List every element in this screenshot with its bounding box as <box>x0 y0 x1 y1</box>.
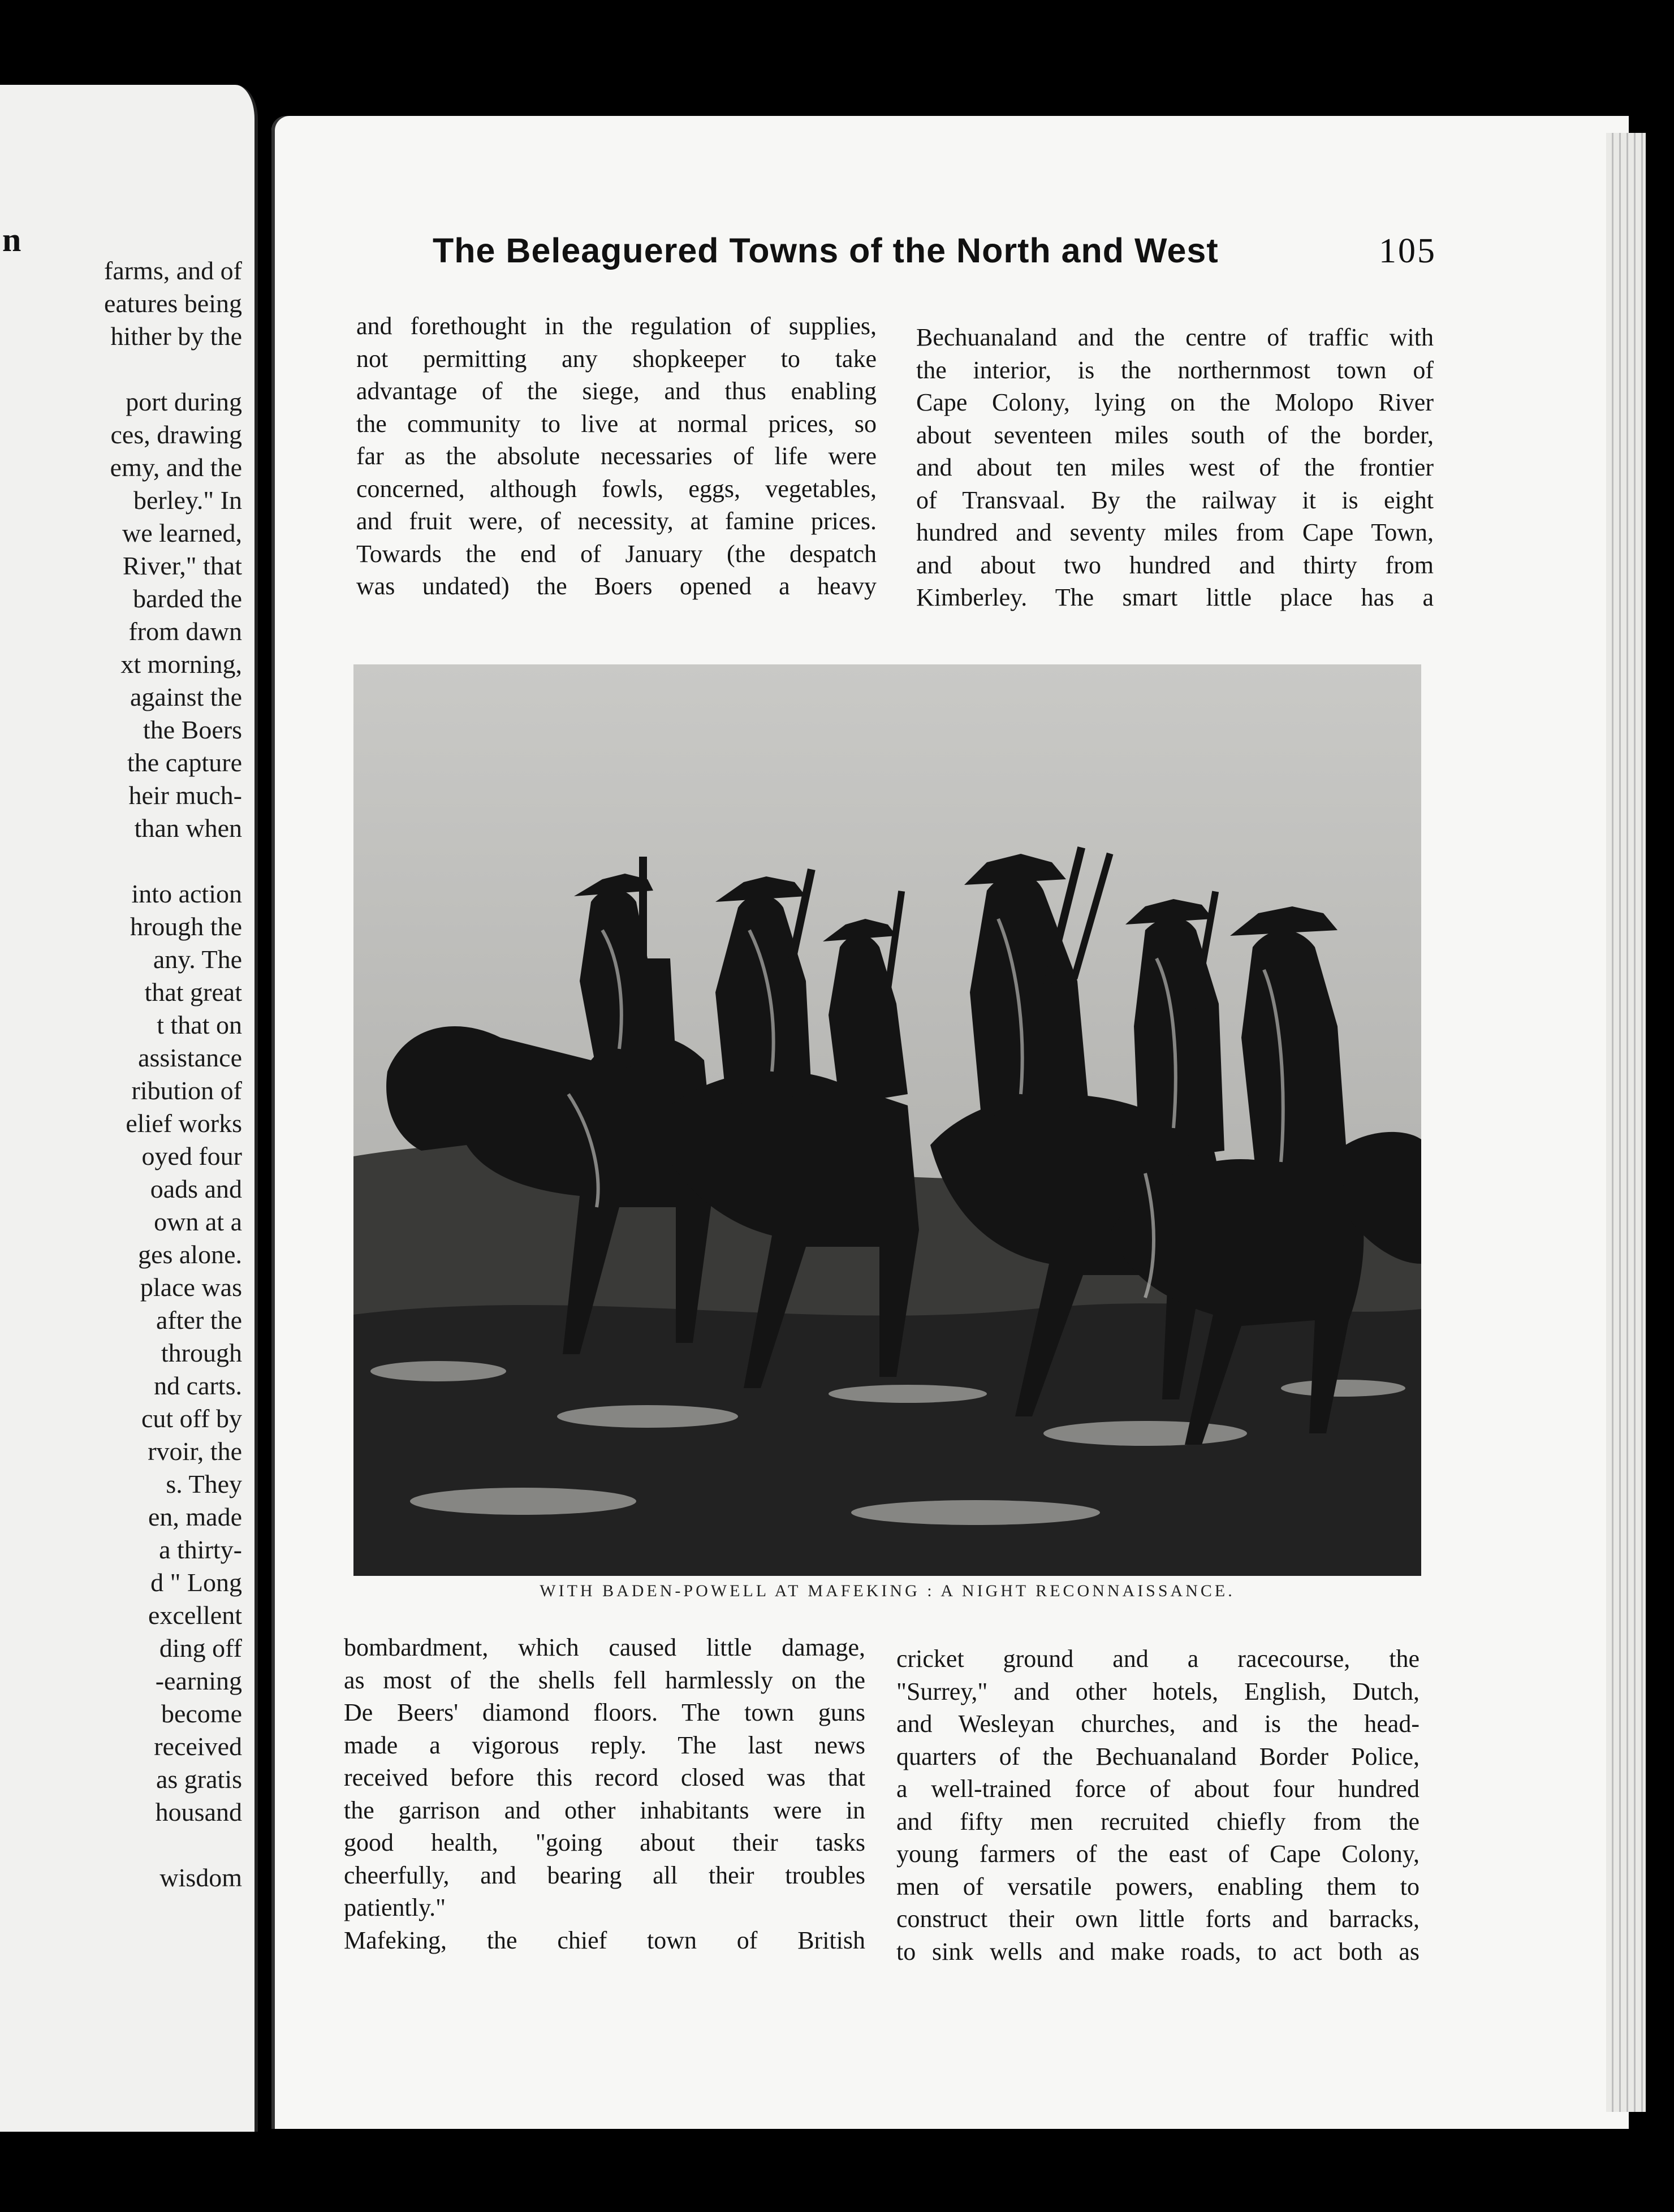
facing-page-line: emy, and the <box>110 453 242 482</box>
text-line: received before this record closed was that <box>344 1764 865 1791</box>
text-line: the interior, is the northernmost town of <box>916 356 1434 384</box>
facing-page-line: place was <box>140 1273 242 1302</box>
facing-page-line: the Boers <box>143 715 242 744</box>
text-line: was undated) the Boers opened a heavy <box>356 572 877 600</box>
figure-caption: WITH BADEN-POWELL AT MAFEKING : A NIGHT RECONNAISSANCE. <box>540 1582 1235 1600</box>
facing-page-line: ribution of <box>131 1076 242 1105</box>
facing-page <box>0 85 258 2132</box>
facing-page-line: River," that <box>122 551 242 580</box>
text-line: about seventeen miles south of the border, <box>916 421 1434 449</box>
facing-page-line: through <box>161 1338 242 1367</box>
text-line: "Surrey," and other hotels, English, Dutch, <box>896 1677 1420 1705</box>
text-line: patiently." <box>344 1894 446 1921</box>
text-line: cricket ground and a racecourse, the <box>896 1645 1420 1673</box>
running-head-title: The Beleaguered Towns of the North and West <box>433 231 1219 270</box>
facing-page-line: that great <box>144 978 242 1006</box>
text-line: Towards the end of January (the despatch <box>356 539 877 568</box>
text-line: a well-trained force of about four hundred <box>896 1775 1420 1803</box>
text-line: bombardment, which caused little damage, <box>344 1634 865 1661</box>
text-line: made a vigorous reply. The last news <box>344 1731 865 1759</box>
text-line: young farmers of the east of Cape Colony, <box>896 1840 1420 1868</box>
text-line: concerned, although fowls, eggs, vegetables, <box>356 474 877 503</box>
text-line: good health, "going about their tasks <box>344 1829 865 1856</box>
column-bottom-left <box>344 1631 865 1956</box>
facing-page-heading-fragment: n <box>2 221 21 258</box>
text-line: and about ten miles west of the frontier <box>916 453 1434 481</box>
text-line: Cape Colony, lying on the Molopo River <box>916 388 1434 416</box>
facing-page-line: the capture <box>127 748 242 777</box>
facing-page-line: we learned, <box>122 519 242 547</box>
facing-page-line: hrough the <box>130 912 242 941</box>
text-line: not permitting any shopkeeper to take <box>356 344 877 373</box>
facing-page-line: elief works <box>126 1109 242 1138</box>
text-line: cheerfully, and bearing all their troubles <box>344 1861 865 1889</box>
facing-page-line: after the <box>156 1306 242 1334</box>
text-line: and fifty men recruited chiefly from the <box>896 1807 1420 1835</box>
facing-page-line: excellent <box>148 1601 242 1630</box>
facing-page-line: eatures being <box>104 289 242 318</box>
facing-page-line: t that on <box>157 1010 242 1039</box>
facing-page-line: hither by the <box>110 322 242 351</box>
facing-page-line: into action <box>131 879 242 908</box>
facing-page-line: a thirty- <box>159 1535 242 1564</box>
facing-page-line: ding off <box>159 1634 242 1662</box>
text-line: as most of the shells fell harmlessly on the <box>344 1666 865 1694</box>
text-line: quarters of the Bechuanaland Border Police, <box>896 1742 1420 1770</box>
column-top-right <box>916 321 1434 614</box>
text-line: to sink wells and make roads, to act both as <box>896 1937 1420 1965</box>
facing-page-line: cut off by <box>141 1404 242 1433</box>
facing-page-line: received <box>154 1732 242 1761</box>
column-top-left <box>356 310 877 603</box>
facing-page-line: oads and <box>150 1174 242 1203</box>
facing-page-line: -earning <box>155 1666 242 1695</box>
facing-page-line: from dawn <box>128 617 242 646</box>
text-line: of Transvaal. By the railway it is eight <box>916 486 1434 514</box>
mounted-riders-illustration <box>353 664 1421 1576</box>
facing-page-line: en, made <box>148 1502 242 1531</box>
facing-page-line: as gratis <box>156 1765 242 1794</box>
text-line: Mafeking, the chief town of British <box>344 1926 865 1954</box>
column-bottom-right <box>896 1643 1420 1968</box>
text-line: men of versatile powers, enabling them to <box>896 1872 1420 1900</box>
facing-page-line: xt morning, <box>120 650 242 679</box>
facing-page-line: oyed four <box>141 1142 242 1170</box>
facing-page-line: any. The <box>153 945 242 974</box>
text-line: the garrison and other inhabitants were in <box>344 1796 865 1824</box>
text-line: construct their own little forts and barracks, <box>896 1905 1420 1933</box>
text-line: Bechuanaland and the centre of traffic with <box>916 323 1434 351</box>
facing-page-line: port during <box>126 387 242 416</box>
facing-page-line: rvoir, the <box>148 1437 242 1466</box>
page-edges <box>1606 133 1646 2112</box>
facing-page-line: berley." In <box>133 486 242 515</box>
illustration <box>353 664 1421 1576</box>
text-line: hundred and seventy miles from Cape Town, <box>916 519 1434 546</box>
facing-page-line: own at a <box>154 1207 242 1236</box>
facing-page-line: ges alone. <box>138 1240 242 1269</box>
facing-page-line: housand <box>155 1798 242 1826</box>
text-line: De Beers' diamond floors. The town guns <box>344 1699 865 1726</box>
facing-page-line: become <box>161 1699 242 1728</box>
facing-page-line: ces, drawing <box>110 420 242 449</box>
facing-page-line: wisdom <box>159 1863 242 1892</box>
text-line: the community to live at normal prices, so <box>356 409 877 438</box>
text-line: advantage of the siege, and thus enabling <box>356 377 877 405</box>
facing-page-line: farms, and of <box>104 256 242 285</box>
facing-page-line: s. They <box>166 1470 242 1498</box>
text-line: Kimberley. The smart little place has a <box>916 584 1434 611</box>
facing-page-line: barded the <box>133 584 242 613</box>
text-line: far as the absolute necessaries of life were <box>356 442 877 470</box>
facing-page-line: nd carts. <box>154 1371 242 1400</box>
text-line: and forethought in the regulation of supplies, <box>356 312 877 340</box>
text-line: and about two hundred and thirty from <box>916 551 1434 579</box>
text-line: and Wesleyan churches, and is the head- <box>896 1710 1420 1738</box>
page-number: 105 <box>1379 232 1436 270</box>
facing-page-line: than when <box>134 814 242 843</box>
running-head <box>433 231 1436 271</box>
facing-page-line: d " Long <box>150 1568 242 1597</box>
facing-page-line: against the <box>130 682 242 711</box>
facing-page-line: heir much- <box>128 781 242 810</box>
text-line: and fruit were, of necessity, at famine prices. <box>356 507 877 535</box>
facing-page-line: assistance <box>138 1043 242 1072</box>
